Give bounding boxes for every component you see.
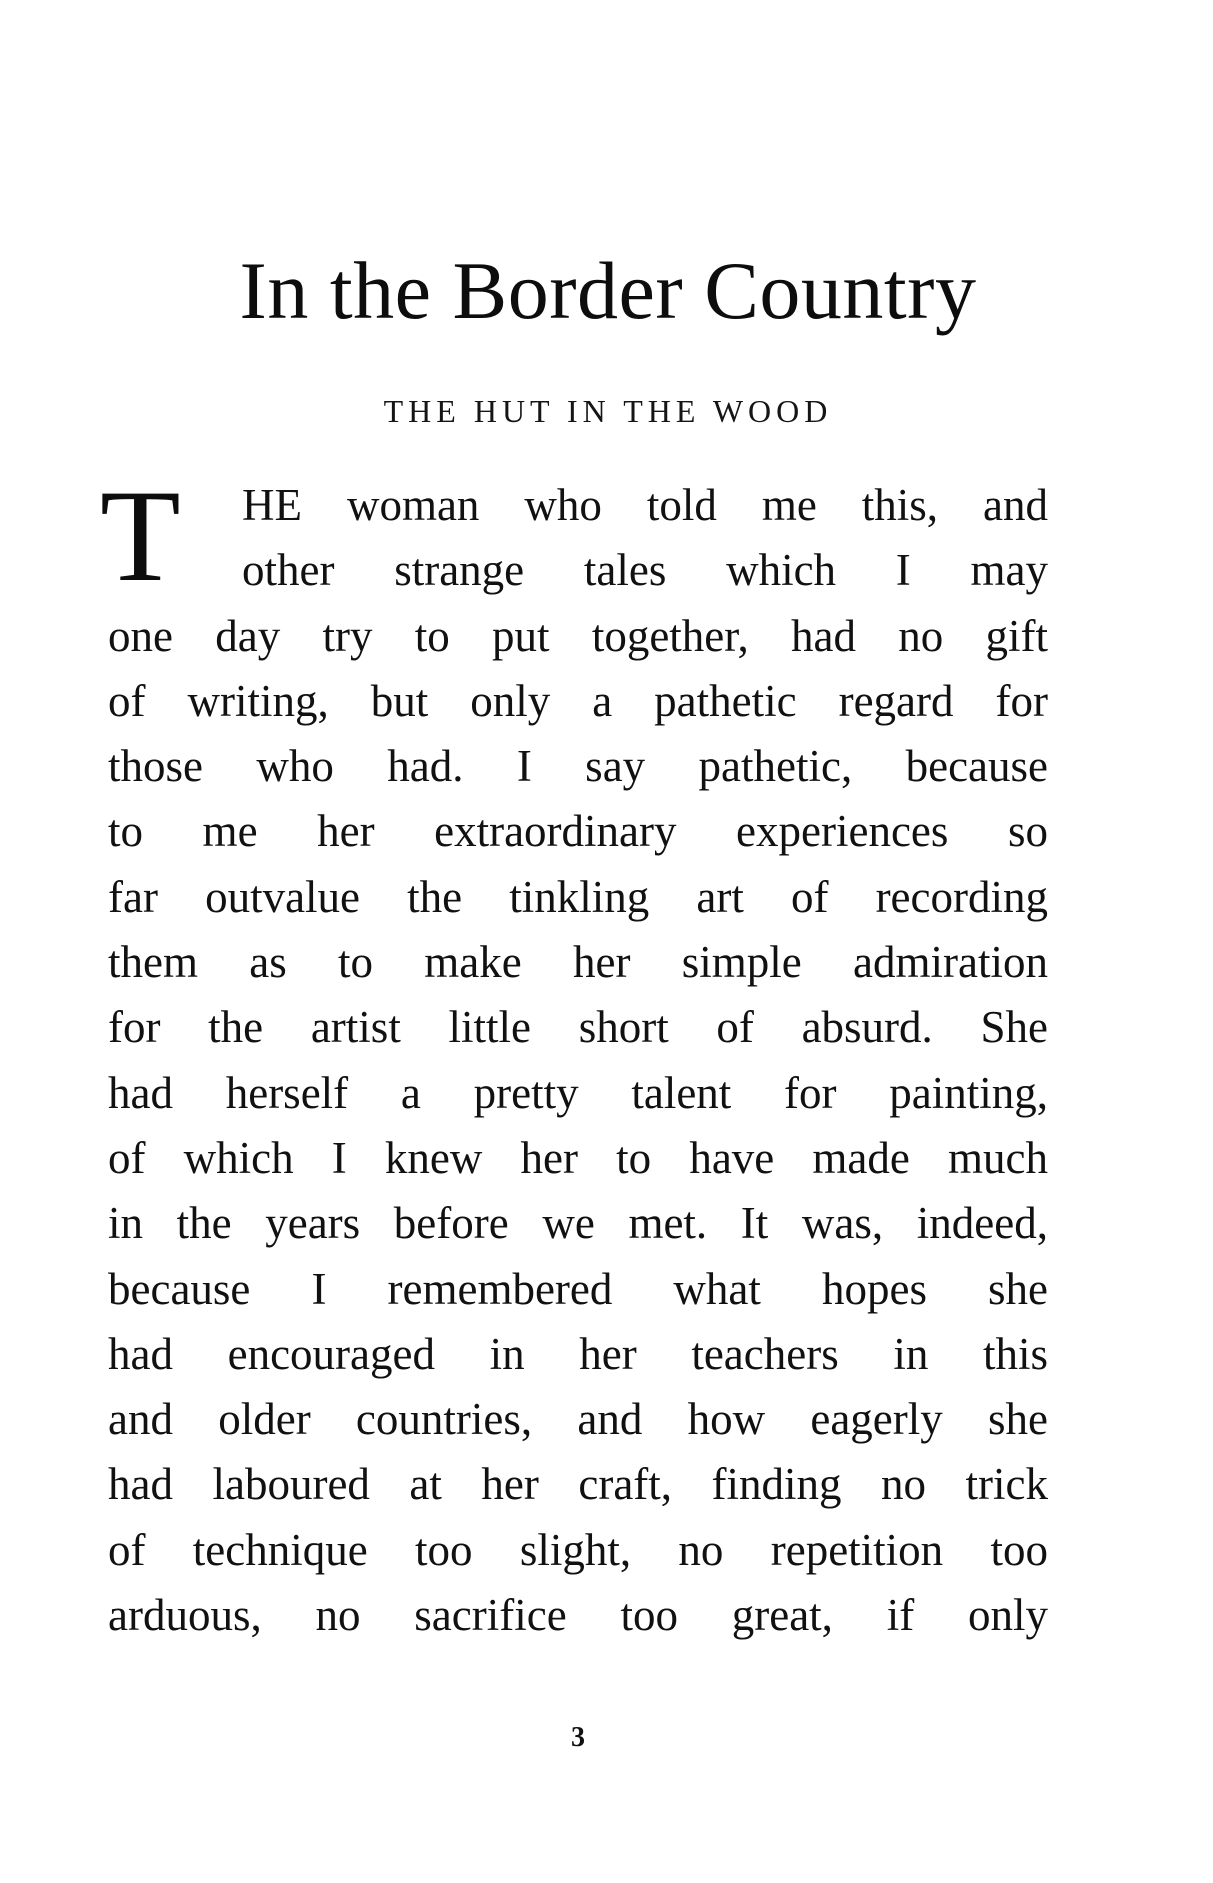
chapter-heading: THE HUT IN THE WOOD bbox=[383, 393, 833, 429]
book-title: In the Border Country bbox=[239, 245, 977, 336]
text-line: in the years before we met. It was, indeed, bbox=[108, 1198, 1048, 1249]
text-line: had laboured at her craft, finding no trick bbox=[108, 1459, 1048, 1510]
text-line: arduous, no sacrifice too great, if only bbox=[108, 1590, 1048, 1641]
text-line: for the artist little short of absurd. She bbox=[108, 1002, 1048, 1053]
text-line: because I remembered what hopes she bbox=[108, 1263, 1048, 1314]
text-line: of technique too slight, no repetition too bbox=[108, 1524, 1048, 1575]
body-text bbox=[108, 473, 1048, 1648]
page-number: 3 bbox=[571, 1722, 585, 1753]
text-line: of writing, but only a pathetic regard for bbox=[108, 675, 1048, 726]
text-line: those who had. I say pathetic, because bbox=[108, 741, 1048, 792]
text-line: them as to make her simple admiration bbox=[108, 937, 1048, 988]
text-line: HE woman who told me this, and bbox=[242, 480, 1048, 530]
text-line: one day try to put together, had no gift bbox=[108, 610, 1048, 661]
text-line: had encouraged in her teachers in this bbox=[108, 1328, 1048, 1379]
text-line: to me her extraordinary experiences so bbox=[108, 806, 1048, 857]
drop-cap: T bbox=[100, 462, 181, 609]
text-line: and older countries, and how eagerly she bbox=[108, 1394, 1048, 1445]
text-line: other strange tales which I may bbox=[242, 545, 1048, 596]
text-line: had herself a pretty talent for painting, bbox=[108, 1067, 1048, 1118]
text-line: far outvalue the tinkling art of recording bbox=[108, 871, 1048, 922]
text-line: of which I knew her to have made much bbox=[108, 1132, 1048, 1183]
